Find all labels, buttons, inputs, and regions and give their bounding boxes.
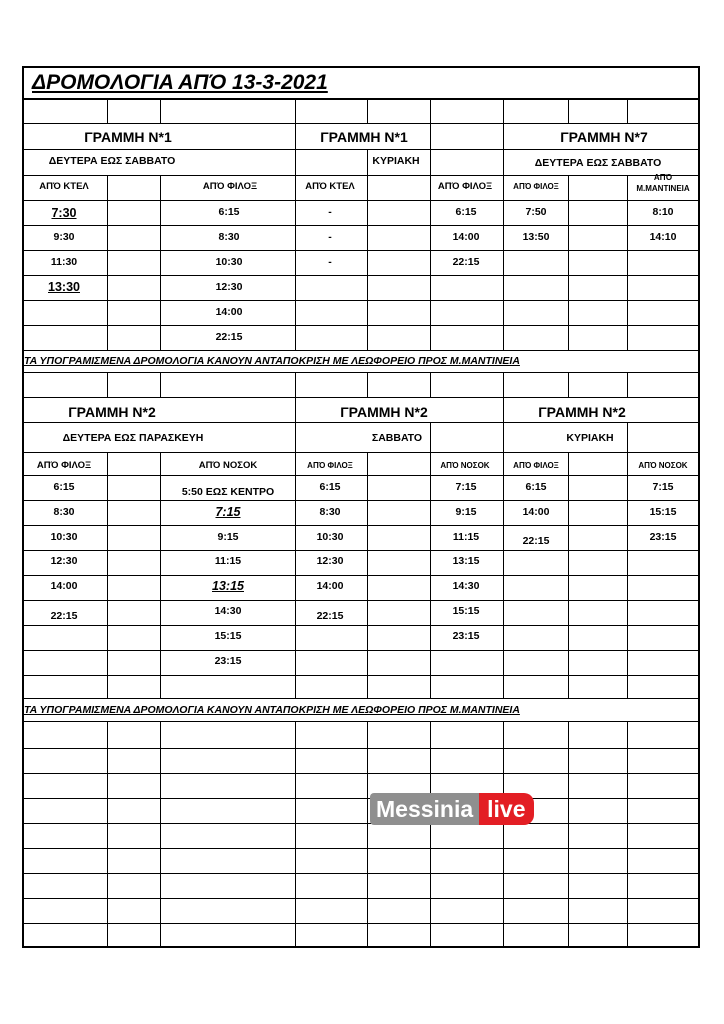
s2-c3-3: 12:30 xyxy=(316,555,344,567)
grid-hline xyxy=(22,422,700,423)
day-sunday: ΚΥΡΙΑΚΗ xyxy=(372,155,420,167)
s2-c4-3: 13:15 xyxy=(452,555,480,567)
grid-hline xyxy=(22,650,700,651)
s2-c4-4: 14:30 xyxy=(452,580,480,592)
grid-vline xyxy=(568,98,569,123)
grid-vline xyxy=(627,721,628,948)
s2-c6-0: 7:15 xyxy=(652,481,674,493)
s1-c3-2: - xyxy=(328,256,332,268)
day-range-mon-sat: ΔΕΥΤΕΡΑ ΕΩΣ ΣΑΒΒΑΤΟ xyxy=(48,155,176,167)
grid-hline xyxy=(22,773,700,774)
s1-c1-1: 9:30 xyxy=(53,231,75,243)
grid-vline xyxy=(160,98,161,123)
s2-c2-5: 14:30 xyxy=(214,605,242,617)
page-title: ΔΡΟΜΟΛΟΓΙΑ ΑΠΌ 13-3-2021 xyxy=(32,71,328,94)
day-sunday-2: ΚΥΡΙΑΚΗ xyxy=(566,432,614,444)
s2-c6-2: 23:15 xyxy=(649,531,677,543)
s2-c1-1: 8:30 xyxy=(53,506,75,518)
line-1-heading: ΓΡΑΜΜΗ Ν*1 xyxy=(84,129,172,145)
grid-vline xyxy=(430,721,431,948)
grid-vline xyxy=(503,721,504,948)
s2-c3-0: 6:15 xyxy=(319,481,341,493)
grid-vline xyxy=(367,149,368,175)
grid-vline xyxy=(107,98,108,123)
grid-vline xyxy=(430,175,431,350)
grid-hline xyxy=(22,225,700,226)
grid-hline xyxy=(22,452,700,453)
grid-hline xyxy=(22,721,700,722)
s2-c4-2: 11:15 xyxy=(452,531,480,543)
line-2-heading-c: ΓΡΑΜΜΗ Ν*2 xyxy=(538,404,626,420)
messinia-live-logo xyxy=(370,793,534,825)
s2-c5-2: 22:15 xyxy=(522,535,550,547)
s1-c6-0: 8:10 xyxy=(652,206,674,218)
line-7-heading: ΓΡΑΜΜΗ Ν*7 xyxy=(560,129,648,145)
grid-vline xyxy=(430,422,431,452)
grid-hline xyxy=(22,600,700,601)
grid-vline xyxy=(107,175,108,350)
grid-vline xyxy=(367,721,368,948)
grid-vline xyxy=(295,149,296,175)
line-1-sunday-heading: ΓΡΑΜΜΗ Ν*1 xyxy=(320,129,408,145)
grid-vline xyxy=(503,149,504,175)
grid-vline xyxy=(503,98,504,123)
grid-hline xyxy=(22,250,700,251)
grid-vline xyxy=(503,397,504,422)
s2-c1-5: 22:15 xyxy=(50,610,78,622)
col-header-from-ktel: ΑΠΌ ΚΤΕΛ xyxy=(39,181,89,192)
line-2-heading-a: ΓΡΑΜΜΗ Ν*2 xyxy=(68,404,156,420)
s2-c2-4: 13:15 xyxy=(212,579,244,593)
s2-c2-1: 7:15 xyxy=(215,505,241,519)
grid-vline xyxy=(627,175,628,350)
grid-hline xyxy=(22,898,700,899)
day-saturday: ΣΑΒΒΑΤΟ xyxy=(371,432,423,444)
s1-c2-5: 22:15 xyxy=(215,331,243,343)
grid-hline xyxy=(22,625,700,626)
grid-vline xyxy=(430,372,431,397)
grid-vline xyxy=(295,123,296,149)
grid-hline xyxy=(22,300,700,301)
grid-vline xyxy=(430,98,431,123)
s2-c2-0: 5:50 ΕΩΣ ΚΕΝΤΡΟ xyxy=(181,486,275,498)
s2-c4-0: 7:15 xyxy=(455,481,477,493)
connection-note-1: ΤΑ ΥΠΟΓΡΑΜΙΣΜΕΝΑ ΔΡΟΜΟΛΟΓΙΑ ΚΑΝΟΥΝ ΑΝΤΑΠΟΚΡΙΣΗ ΜΕ ΛΕΩΦΟΡΕΙΟ ΠΡΟΣ Μ.ΜΑΝΤΙΝΕΙΑ xyxy=(24,355,520,367)
grid-hline xyxy=(22,372,700,373)
grid-hline xyxy=(22,149,700,150)
grid-vline xyxy=(503,123,504,149)
grid-vline xyxy=(160,721,161,948)
s2-header-from-nosok: ΑΠΌ ΝΟΣΟΚ xyxy=(198,460,258,471)
grid-hline xyxy=(22,873,700,874)
line-2-heading-b: ΓΡΑΜΜΗ Ν*2 xyxy=(340,404,428,420)
grid-vline xyxy=(295,452,296,698)
s2-c4-6: 23:15 xyxy=(452,630,480,642)
grid-vline xyxy=(295,721,296,948)
grid-vline xyxy=(430,123,431,149)
logo-live-text: live xyxy=(479,793,533,825)
grid-vline xyxy=(107,452,108,698)
grid-vline xyxy=(627,372,628,397)
s1-c1-3: 13:30 xyxy=(48,280,80,294)
col-header-from-m-mantineia-line2: Μ.ΜΑΝΤΙΝΕΙΑ xyxy=(636,184,690,193)
s1-c2-1: 8:30 xyxy=(218,231,240,243)
col-header-from-filox-l7: ΑΠΌ ΦΙΛΟΞ xyxy=(513,182,559,191)
s2-header-from-nosok-sat: ΑΠΌ ΝΟΣΟΚ xyxy=(440,461,490,470)
grid-vline xyxy=(367,98,368,123)
s2-c4-1: 9:15 xyxy=(455,506,477,518)
grid-hline xyxy=(22,175,700,176)
s2-header-from-filox: ΑΠΌ ΦΙΛΟΞ xyxy=(36,460,92,471)
s2-c5-0: 6:15 xyxy=(525,481,547,493)
s2-c1-3: 12:30 xyxy=(50,555,78,567)
col-header-from-filox-sun: ΑΠΌ ΦΙΛΟΞ xyxy=(437,181,493,192)
grid-hline xyxy=(22,325,700,326)
grid-hline xyxy=(22,748,700,749)
s2-c2-3: 11:15 xyxy=(214,555,242,567)
grid-vline xyxy=(568,175,569,350)
s2-c3-4: 14:00 xyxy=(316,580,344,592)
grid-vline xyxy=(295,397,296,422)
s1-c3-1: - xyxy=(328,231,332,243)
grid-vline xyxy=(568,721,569,948)
grid-vline xyxy=(107,372,108,397)
col-header-from-m-mantineia-line1: ΑΠΌ xyxy=(653,173,673,182)
col-header-from-filox: ΑΠΌ ΦΙΛΟΞ xyxy=(202,181,258,192)
grid-vline xyxy=(295,422,296,452)
grid-vline xyxy=(295,372,296,397)
grid-hline xyxy=(22,275,700,276)
grid-vline xyxy=(160,372,161,397)
s1-c3-0: - xyxy=(328,206,332,218)
grid-hline xyxy=(22,848,700,849)
grid-vline xyxy=(367,452,368,698)
s2-c1-2: 10:30 xyxy=(50,531,78,543)
grid-vline xyxy=(367,372,368,397)
grid-hline xyxy=(22,500,700,501)
s1-c6-1: 14:10 xyxy=(649,231,677,243)
grid-vline xyxy=(568,372,569,397)
grid-hline xyxy=(22,823,700,824)
grid-hline xyxy=(22,200,700,201)
s2-header-from-nosok-sun: ΑΠΌ ΝΟΣΟΚ xyxy=(638,461,688,470)
s2-header-from-filox-sat: ΑΠΌ ΦΙΛΟΞ xyxy=(307,461,353,470)
grid-hline xyxy=(22,123,700,124)
s2-c5-1: 14:00 xyxy=(522,506,550,518)
grid-vline xyxy=(430,452,431,698)
grid-vline xyxy=(295,98,296,123)
s2-c3-1: 8:30 xyxy=(319,506,341,518)
grid-vline xyxy=(367,175,368,350)
grid-hline xyxy=(22,698,700,699)
grid-vline xyxy=(503,175,504,350)
s1-c4-1: 14:00 xyxy=(452,231,480,243)
day-range-mon-fri: ΔΕΥΤΕΡΑ ΕΩΣ ΠΑΡΑΣΚΕΥΗ xyxy=(62,432,204,444)
grid-hline xyxy=(22,397,700,398)
s2-header-from-filox-sun: ΑΠΌ ΦΙΛΟΞ xyxy=(513,461,559,470)
s1-c2-0: 6:15 xyxy=(218,206,240,218)
day-range-mon-sat-2: ΔΕΥΤΕΡΑ ΕΩΣ ΣΑΒΒΑΤΟ xyxy=(534,157,662,169)
connection-note-2: ΤΑ ΥΠΟΓΡΑΜΙΣΜΕΝΑ ΔΡΟΜΟΛΟΓΙΑ ΚΑΝΟΥΝ ΑΝΤΑΠΟΚΡΙΣΗ ΜΕ ΛΕΩΦΟΡΕΙΟ ΠΡΟΣ Μ.ΜΑΝΤΙΝΕΙΑ xyxy=(24,704,520,716)
s2-c3-5: 22:15 xyxy=(316,610,344,622)
s2-c1-0: 6:15 xyxy=(53,481,75,493)
s2-c2-2: 9:15 xyxy=(217,531,239,543)
s2-c2-7: 23:15 xyxy=(214,655,242,667)
s1-c5-0: 7:50 xyxy=(525,206,547,218)
grid-hline xyxy=(22,525,700,526)
grid-hline xyxy=(22,550,700,551)
grid-hline xyxy=(22,575,700,576)
s2-c2-6: 15:15 xyxy=(214,630,242,642)
logo-messinia-text: Messinia xyxy=(370,793,479,825)
s1-c2-4: 14:00 xyxy=(215,306,243,318)
grid-vline xyxy=(627,98,628,123)
sheet-border xyxy=(22,66,700,948)
s1-c1-0: 7:30 xyxy=(51,206,77,220)
grid-hline xyxy=(22,798,700,799)
s1-c5-1: 13:50 xyxy=(522,231,550,243)
grid-vline xyxy=(627,452,628,698)
s2-c6-1: 15:15 xyxy=(649,506,677,518)
grid-vline xyxy=(160,452,161,698)
grid-vline xyxy=(503,452,504,698)
s2-c3-2: 10:30 xyxy=(316,531,344,543)
s1-c4-0: 6:15 xyxy=(455,206,477,218)
s2-c1-4: 14:00 xyxy=(50,580,78,592)
s2-c4-5: 15:15 xyxy=(452,605,480,617)
grid-hline xyxy=(22,475,700,476)
grid-hline xyxy=(22,350,700,351)
grid-vline xyxy=(627,422,628,452)
grid-vline xyxy=(503,422,504,452)
grid-vline xyxy=(160,175,161,350)
s1-c4-2: 22:15 xyxy=(452,256,480,268)
col-header-from-ktel-sun: ΑΠΌ ΚΤΕΛ xyxy=(305,181,355,192)
grid-hline xyxy=(22,675,700,676)
s1-c1-2: 11:30 xyxy=(50,256,78,268)
grid-vline xyxy=(430,149,431,175)
s1-c2-3: 12:30 xyxy=(215,281,243,293)
grid-hline xyxy=(22,98,700,100)
grid-vline xyxy=(568,452,569,698)
grid-vline xyxy=(295,175,296,350)
grid-hline xyxy=(22,923,700,924)
grid-vline xyxy=(107,721,108,948)
s1-c2-2: 10:30 xyxy=(215,256,243,268)
grid-vline xyxy=(503,372,504,397)
